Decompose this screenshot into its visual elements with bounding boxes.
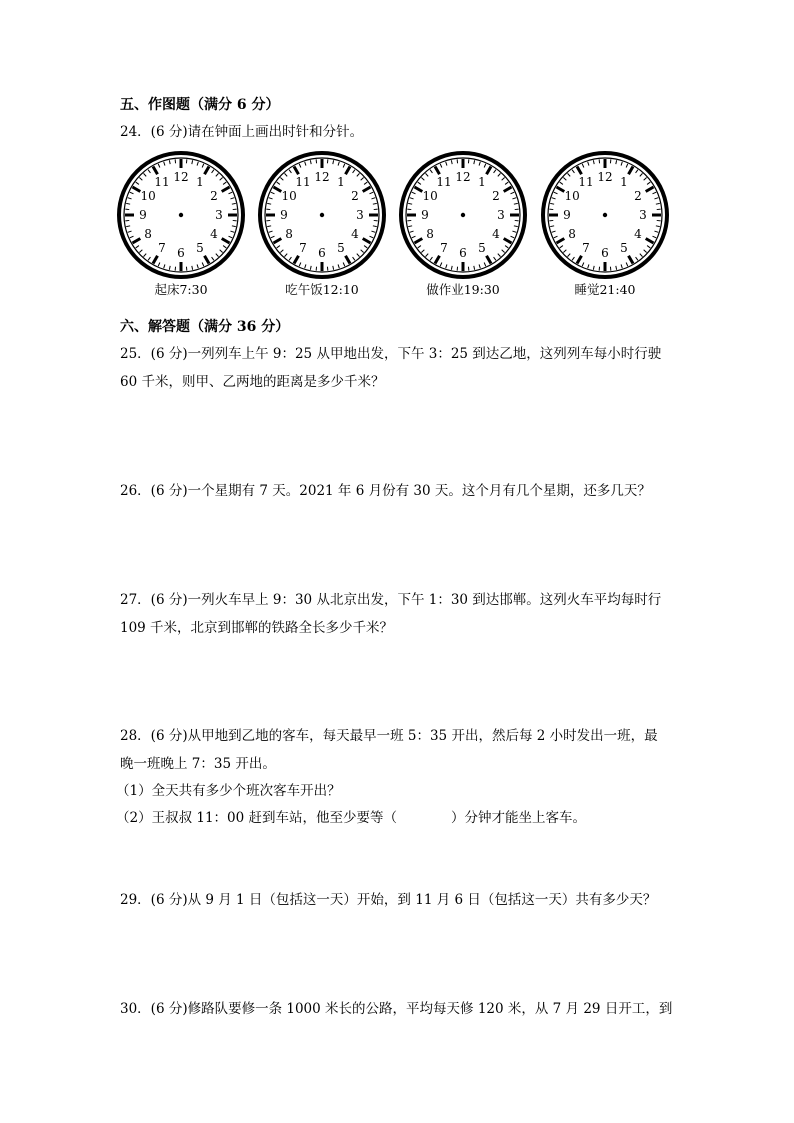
minute-tick [280, 250, 283, 253]
minute-tick [232, 203, 236, 204]
minute-tick [512, 198, 516, 199]
clock-numeral: 9 [139, 208, 147, 222]
clock-numeral: 8 [568, 227, 576, 241]
minute-tick [484, 164, 486, 168]
clock-3 [398, 150, 528, 310]
hour-tick [222, 187, 230, 192]
minute-tick [364, 182, 367, 184]
clock-numeral: 5 [337, 240, 345, 255]
minute-tick [512, 231, 516, 232]
minute-tick [364, 246, 367, 248]
minute-tick [588, 162, 589, 166]
minute-tick [636, 170, 638, 173]
minute-tick [430, 170, 432, 173]
minute-tick [192, 266, 193, 270]
minute-tick [353, 257, 355, 260]
minute-tick [412, 236, 416, 238]
minute-tick [563, 250, 566, 253]
minute-tick [640, 254, 643, 257]
clock-numeral: 11 [436, 175, 452, 190]
clock-numeral: 6 [459, 246, 467, 260]
clock-numeral: 10 [422, 189, 438, 203]
clock-numeral: 10 [564, 189, 580, 203]
clock-numeral: 11 [295, 175, 311, 190]
minute-tick [139, 250, 142, 253]
clock-numeral: 1 [337, 175, 345, 190]
minute-tick [560, 246, 563, 248]
clock-numeral: 1 [620, 175, 628, 190]
clock-numeral: 9 [280, 208, 288, 222]
minute-tick [408, 226, 412, 227]
minute-tick [158, 263, 160, 267]
question-28-part-2: （2）王叔叔 11：00 赶到车站，他至少要等（ ）分钟才能坐上客车。 [116, 810, 587, 826]
clock-caption: 做作业19:30 [426, 282, 500, 297]
hour-tick [363, 239, 371, 244]
clock-2 [257, 150, 387, 310]
question-27-line-2: 109 千米，北京到邯郸的铁路全长多少千米？ [120, 620, 394, 636]
clock-numeral: 12 [597, 170, 613, 184]
clock-numeral: 6 [177, 246, 185, 260]
minute-tick [130, 236, 134, 238]
clock-face [257, 150, 387, 280]
minute-tick [220, 250, 223, 253]
minute-tick [223, 246, 226, 248]
clock-numeral: 3 [356, 208, 364, 222]
clock-caption: 睡觉21:40 [574, 282, 636, 297]
minute-tick [223, 182, 226, 184]
clock-numeral: 5 [196, 240, 204, 255]
minute-tick [572, 257, 574, 260]
minute-tick [636, 257, 638, 260]
clock-numeral: 5 [478, 240, 486, 255]
hour-tick [629, 256, 634, 264]
clock-face [116, 150, 246, 280]
minute-tick [494, 170, 496, 173]
minute-tick [269, 231, 273, 232]
hour-tick [487, 256, 492, 264]
minute-tick [410, 231, 414, 232]
minute-tick [511, 236, 515, 238]
minute-tick [289, 170, 291, 173]
minute-tick [552, 198, 556, 199]
minute-tick [505, 182, 508, 184]
clock-numeral: 10 [140, 189, 156, 203]
clock-numeral: 6 [601, 246, 609, 260]
minute-tick [220, 178, 223, 181]
clock-face [398, 150, 528, 280]
minute-tick [479, 162, 480, 166]
minute-tick [408, 203, 412, 204]
clock-numeral: 3 [215, 208, 223, 222]
minute-tick [654, 198, 658, 199]
minute-tick [616, 160, 617, 164]
minute-tick [514, 226, 518, 227]
hour-tick [346, 167, 351, 175]
minute-tick [656, 203, 660, 204]
minute-tick [421, 250, 424, 253]
minute-tick [418, 246, 421, 248]
clock-numeral: 7 [582, 240, 590, 255]
minute-tick [277, 182, 280, 184]
hour-tick [274, 187, 282, 192]
clock-numeral: 3 [639, 208, 647, 222]
minute-tick [169, 160, 170, 164]
minute-tick [289, 257, 291, 260]
minute-tick [502, 178, 505, 181]
minute-tick [656, 226, 660, 227]
minute-tick [267, 226, 271, 227]
clock-numeral: 7 [158, 240, 166, 255]
minute-tick [484, 263, 486, 267]
clock-numeral: 12 [173, 170, 189, 184]
minute-tick [136, 246, 139, 248]
question-25-line-2: 60 千米，则甲、乙两地的距离是多少千米？ [120, 374, 385, 390]
minute-tick [371, 231, 375, 232]
minute-tick [502, 250, 505, 253]
minute-tick [144, 173, 147, 176]
minute-tick [498, 254, 501, 257]
clock-caption: 吃午饭12:10 [285, 282, 359, 297]
minute-tick [621, 264, 622, 268]
minute-tick [197, 162, 198, 166]
minute-tick [277, 246, 280, 248]
hour-tick [153, 167, 158, 175]
hour-tick [504, 187, 512, 192]
clock-numeral: 2 [351, 189, 359, 203]
minute-tick [144, 254, 147, 257]
minute-tick [126, 226, 130, 227]
hour-tick [629, 167, 634, 175]
minute-tick [370, 192, 374, 194]
question-27-line-1: 27．(6 分)一列火车早上 9：30 从北京出发，下午 1：30 到达邯郸。这列火车平均每时行 [120, 592, 662, 608]
minute-tick [426, 254, 429, 257]
minute-tick [446, 264, 447, 268]
clock-numeral: 1 [478, 175, 486, 190]
minute-tick [373, 226, 377, 227]
minute-tick [430, 257, 432, 260]
minute-tick [582, 164, 584, 168]
minute-tick [285, 173, 288, 176]
question-25-line-1: 25．(6 分)一列列车上午 9：25 从甲地出发，下午 3：25 到达乙地，这列列车每小时行驶 [120, 346, 662, 362]
minute-tick [373, 203, 377, 204]
minute-tick [280, 178, 283, 181]
minute-tick [563, 178, 566, 181]
minute-tick [299, 263, 301, 267]
minute-tick [130, 192, 134, 194]
question-28-line-1: 28．(6 分)从甲地到乙地的客车，每天最早一班 5：35 开出，然后每 2 小时发出一班，最 [120, 728, 658, 744]
minute-tick [169, 266, 170, 270]
hour-tick [487, 167, 492, 175]
hour-tick [557, 187, 565, 192]
minute-tick [593, 160, 594, 164]
minute-tick [310, 160, 311, 164]
minute-tick [572, 170, 574, 173]
minute-tick [357, 173, 360, 176]
minute-tick [305, 264, 306, 268]
clock-1 [116, 150, 246, 310]
clock-numeral: 4 [210, 227, 218, 241]
minute-tick [267, 203, 271, 204]
clock-caption: 起床7:30 [154, 282, 208, 297]
hour-tick [133, 239, 141, 244]
minute-tick [494, 257, 496, 260]
minute-tick [343, 164, 345, 168]
minute-tick [647, 246, 650, 248]
minute-tick [361, 250, 364, 253]
minute-tick [511, 192, 515, 194]
minute-tick [164, 264, 165, 268]
minute-tick [216, 254, 219, 257]
question-29: 29．(6 分)从 9 月 1 日（包括这一天）开始，到 11 月 6 日（包括这一天）共有多少天？ [120, 892, 657, 908]
clock-numeral: 9 [563, 208, 571, 222]
hour-tick [504, 239, 512, 244]
minute-tick [202, 263, 204, 267]
minute-tick [644, 178, 647, 181]
minute-tick [588, 264, 589, 268]
minute-tick [505, 246, 508, 248]
clock-4 [540, 150, 670, 310]
clock-numeral: 11 [578, 175, 594, 190]
clock-numeral: 12 [314, 170, 330, 184]
hour-tick [294, 256, 299, 264]
clock-numeral: 1 [196, 175, 204, 190]
minute-tick [616, 266, 617, 270]
clock-center-dot [603, 213, 607, 217]
clock-face [540, 150, 670, 280]
clock-numeral: 2 [634, 189, 642, 203]
minute-tick [338, 162, 339, 166]
clock-numeral: 4 [351, 227, 359, 241]
clock-center-dot [179, 213, 183, 217]
minute-tick [212, 257, 214, 260]
clock-numeral: 12 [455, 170, 471, 184]
question-28-part-1: （1）全天共有多少个班次客车开出？ [116, 783, 341, 799]
minute-tick [216, 173, 219, 176]
minute-tick [305, 162, 306, 166]
minute-tick [333, 160, 334, 164]
minute-tick [653, 192, 657, 194]
minute-tick [128, 231, 132, 232]
minute-tick [333, 266, 334, 270]
minute-tick [343, 263, 345, 267]
clock-numeral: 11 [154, 175, 170, 190]
minute-tick [451, 266, 452, 270]
minute-tick [128, 198, 132, 199]
minute-tick [412, 192, 416, 194]
minute-tick [271, 236, 275, 238]
clock-numeral: 5 [620, 240, 628, 255]
minute-tick [640, 173, 643, 176]
hour-tick [435, 256, 440, 264]
minute-tick [550, 226, 554, 227]
minute-tick [560, 182, 563, 184]
question-30-line-1: 30．(6 分)修路队要修一条 1000 米长的公路，平均每天修 120 米，从 7 月 29 日开工，到 [120, 1001, 673, 1017]
minute-tick [451, 160, 452, 164]
question-24: 24．(6 分)请在钟面上画出时针和分针。 [120, 124, 364, 140]
question-28-line-2: 晚一班晚上 7：35 开出。 [120, 756, 276, 772]
minute-tick [593, 266, 594, 270]
hour-tick [222, 239, 230, 244]
hour-tick [346, 256, 351, 264]
hour-tick [205, 167, 210, 175]
hour-tick [153, 256, 158, 264]
minute-tick [446, 162, 447, 166]
minute-tick [229, 236, 233, 238]
minute-tick [164, 162, 165, 166]
clock-numeral: 10 [281, 189, 297, 203]
clock-numeral: 2 [492, 189, 500, 203]
hour-tick [415, 187, 423, 192]
minute-tick [285, 254, 288, 257]
minute-tick [158, 164, 160, 168]
minute-tick [550, 203, 554, 204]
minute-tick [357, 254, 360, 257]
minute-tick [474, 266, 475, 270]
section-5-heading: 五、作图题（满分 6 分） [120, 97, 280, 113]
minute-tick [498, 173, 501, 176]
minute-tick [418, 182, 421, 184]
minute-tick [299, 164, 301, 168]
clock-numeral: 2 [210, 189, 218, 203]
minute-tick [126, 203, 130, 204]
minute-tick [568, 254, 571, 257]
clock-numeral: 7 [440, 240, 448, 255]
hour-tick [415, 239, 423, 244]
minute-tick [626, 263, 628, 267]
clock-numeral: 4 [492, 227, 500, 241]
hour-tick [557, 239, 565, 244]
hour-tick [274, 239, 282, 244]
minute-tick [644, 250, 647, 253]
minute-tick [554, 236, 558, 238]
minute-tick [654, 231, 658, 232]
hour-tick [205, 256, 210, 264]
minute-tick [568, 173, 571, 176]
clock-numeral: 8 [144, 227, 152, 241]
minute-tick [474, 160, 475, 164]
hour-tick [363, 187, 371, 192]
clock-numeral: 9 [421, 208, 429, 222]
hour-tick [435, 167, 440, 175]
hour-tick [294, 167, 299, 175]
clock-numeral: 8 [426, 227, 434, 241]
minute-tick [421, 178, 424, 181]
minute-tick [192, 160, 193, 164]
minute-tick [554, 192, 558, 194]
hour-tick [577, 167, 582, 175]
minute-tick [440, 164, 442, 168]
minute-tick [371, 198, 375, 199]
minute-tick [232, 226, 236, 227]
question-26: 26．(6 分)一个星期有 7 天。2021 年 6 月份有 30 天。这个月有几个星期，还多几天？ [120, 483, 651, 499]
minute-tick [148, 170, 150, 173]
minute-tick [361, 178, 364, 181]
hour-tick [133, 187, 141, 192]
clock-numeral: 7 [299, 240, 307, 255]
clock-numeral: 8 [285, 227, 293, 241]
minute-tick [514, 203, 518, 204]
minute-tick [136, 182, 139, 184]
clock-numeral: 4 [634, 227, 642, 241]
minute-tick [229, 192, 233, 194]
minute-tick [271, 192, 275, 194]
minute-tick [582, 263, 584, 267]
clock-center-dot [461, 213, 465, 217]
minute-tick [353, 170, 355, 173]
hour-tick [646, 187, 654, 192]
minute-tick [479, 264, 480, 268]
minute-tick [230, 198, 234, 199]
minute-tick [552, 231, 556, 232]
minute-tick [139, 178, 142, 181]
minute-tick [621, 162, 622, 166]
clock-numeral: 6 [318, 246, 326, 260]
minute-tick [197, 264, 198, 268]
clock-center-dot [320, 213, 324, 217]
minute-tick [647, 182, 650, 184]
section-6-heading: 六、解答题（满分 36 分） [120, 319, 290, 335]
minute-tick [338, 264, 339, 268]
hour-tick [646, 239, 654, 244]
minute-tick [653, 236, 657, 238]
minute-tick [148, 257, 150, 260]
minute-tick [202, 164, 204, 168]
minute-tick [269, 198, 273, 199]
minute-tick [310, 266, 311, 270]
minute-tick [410, 198, 414, 199]
hour-tick [577, 256, 582, 264]
minute-tick [626, 164, 628, 168]
minute-tick [230, 231, 234, 232]
minute-tick [426, 173, 429, 176]
clock-row [116, 150, 676, 310]
minute-tick [440, 263, 442, 267]
minute-tick [370, 236, 374, 238]
minute-tick [212, 170, 214, 173]
clock-numeral: 3 [497, 208, 505, 222]
